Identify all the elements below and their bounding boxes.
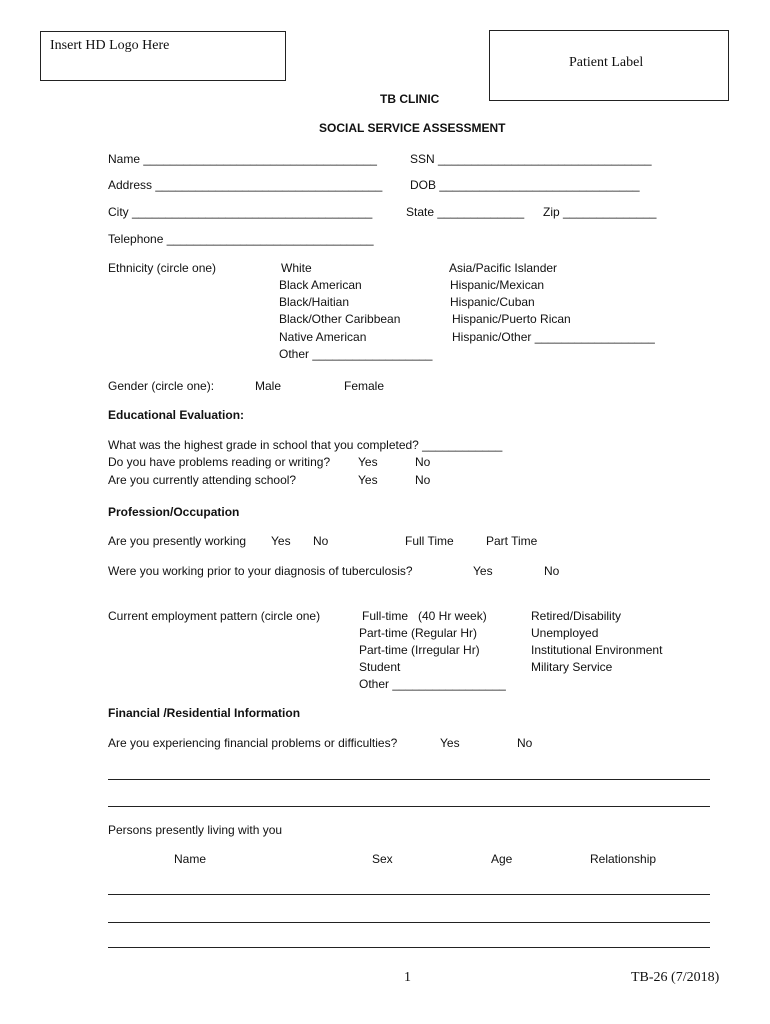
gender-option-male[interactable]: Male: [255, 379, 282, 393]
ethnicity-option[interactable]: Asia/Pacific Islander: [449, 261, 558, 275]
ethnicity-option[interactable]: White: [281, 261, 312, 275]
ethnicity-option[interactable]: Black/Other Caribbean: [279, 312, 401, 326]
financial-heading: Financial /Residential Information: [108, 706, 301, 720]
prior-working-yes[interactable]: Yes: [473, 564, 493, 578]
highest-grade-question[interactable]: What was the highest grade in school that you completed? ____________: [108, 438, 503, 452]
employment-pattern-option[interactable]: Unemployed: [531, 626, 599, 640]
column-header-name: Name: [174, 852, 207, 866]
part-time-option[interactable]: Part Time: [486, 534, 538, 548]
attending-school-no[interactable]: No: [415, 473, 431, 487]
patient-label-box: [489, 30, 729, 101]
presently-working-no[interactable]: No: [313, 534, 329, 548]
patient-label-text: Patient Label: [569, 55, 644, 70]
attending-school-question: Are you currently attending school?: [108, 473, 297, 487]
profession-heading: Profession/Occupation: [108, 505, 240, 519]
address-field[interactable]: Address __________________________________: [108, 178, 383, 192]
employment-pattern-label: Current employment pattern (circle one): [108, 609, 321, 623]
employment-pattern-option[interactable]: Institutional Environment: [531, 643, 663, 657]
ethnicity-option[interactable]: Hispanic/Puerto Rican: [452, 312, 571, 326]
ssn-field[interactable]: SSN ________________________________: [410, 152, 652, 166]
prior-working-no[interactable]: No: [544, 564, 560, 578]
prior-working-question: Were you working prior to your diagnosis of tuberculosis?: [108, 564, 413, 578]
logo-placeholder-text: Insert HD Logo Here: [50, 38, 170, 53]
household-member-line[interactable]: [108, 922, 710, 923]
gender-option-female[interactable]: Female: [344, 379, 385, 393]
zip-field[interactable]: Zip ______________: [543, 205, 657, 219]
financial-problems-no[interactable]: No: [517, 736, 533, 750]
employment-pattern-option[interactable]: Part-time (Regular Hr): [359, 626, 478, 640]
form-title: SOCIAL SERVICE ASSESSMENT: [319, 121, 506, 135]
employment-pattern-option[interactable]: Military Service: [531, 660, 613, 674]
column-header-relationship: Relationship: [590, 852, 657, 866]
ethnicity-option[interactable]: Other __________________: [279, 347, 433, 361]
ethnicity-option[interactable]: Native American: [279, 330, 367, 344]
household-member-line[interactable]: [108, 894, 710, 895]
employment-pattern-option[interactable]: Full-time (40 Hr week): [362, 609, 487, 623]
full-time-option[interactable]: Full Time: [405, 534, 454, 548]
ethnicity-option[interactable]: Hispanic/Mexican: [450, 278, 545, 292]
attending-school-yes[interactable]: Yes: [358, 473, 378, 487]
city-field[interactable]: City ____________________________________: [108, 205, 373, 219]
name-field[interactable]: Name ___________________________________: [108, 152, 377, 166]
employment-pattern-option[interactable]: Retired/Disability: [531, 609, 622, 623]
reading-writing-yes[interactable]: Yes: [358, 455, 378, 469]
presently-working-yes[interactable]: Yes: [271, 534, 291, 548]
presently-working-question: Are you presently working: [108, 534, 247, 548]
page-number: 1: [404, 970, 411, 985]
reading-writing-no[interactable]: No: [415, 455, 431, 469]
dob-field[interactable]: DOB ______________________________: [410, 178, 640, 192]
ethnicity-option[interactable]: Black American: [279, 278, 362, 292]
financial-problems-yes[interactable]: Yes: [440, 736, 460, 750]
state-field[interactable]: State _____________: [406, 205, 525, 219]
employment-pattern-option[interactable]: Student: [359, 660, 401, 674]
ethnicity-option[interactable]: Black/Haitian: [279, 295, 350, 309]
financial-answer-line[interactable]: [108, 806, 710, 807]
financial-answer-line[interactable]: [108, 779, 710, 780]
education-heading: Educational Evaluation:: [108, 408, 245, 422]
logo-placeholder-box: [40, 31, 286, 81]
form-code: TB-26 (7/2018): [631, 970, 720, 985]
persons-living-label: Persons presently living with you: [108, 823, 283, 837]
column-header-age: Age: [491, 852, 513, 866]
ethnicity-label: Ethnicity (circle one): [108, 261, 217, 275]
column-header-sex: Sex: [372, 852, 393, 866]
ethnicity-option[interactable]: Hispanic/Other __________________: [452, 330, 655, 344]
employment-pattern-option[interactable]: Other _________________: [359, 677, 506, 691]
clinic-title: TB CLINIC: [380, 92, 440, 106]
employment-pattern-option[interactable]: Part-time (Irregular Hr): [359, 643, 480, 657]
gender-label: Gender (circle one):: [108, 379, 215, 393]
telephone-field[interactable]: Telephone _______________________________: [108, 232, 374, 246]
financial-problems-question: Are you experiencing financial problems or difficulties?: [108, 736, 398, 750]
reading-writing-question: Do you have problems reading or writing?: [108, 455, 331, 469]
ethnicity-option[interactable]: Hispanic/Cuban: [450, 295, 535, 309]
household-member-line[interactable]: [108, 947, 710, 948]
